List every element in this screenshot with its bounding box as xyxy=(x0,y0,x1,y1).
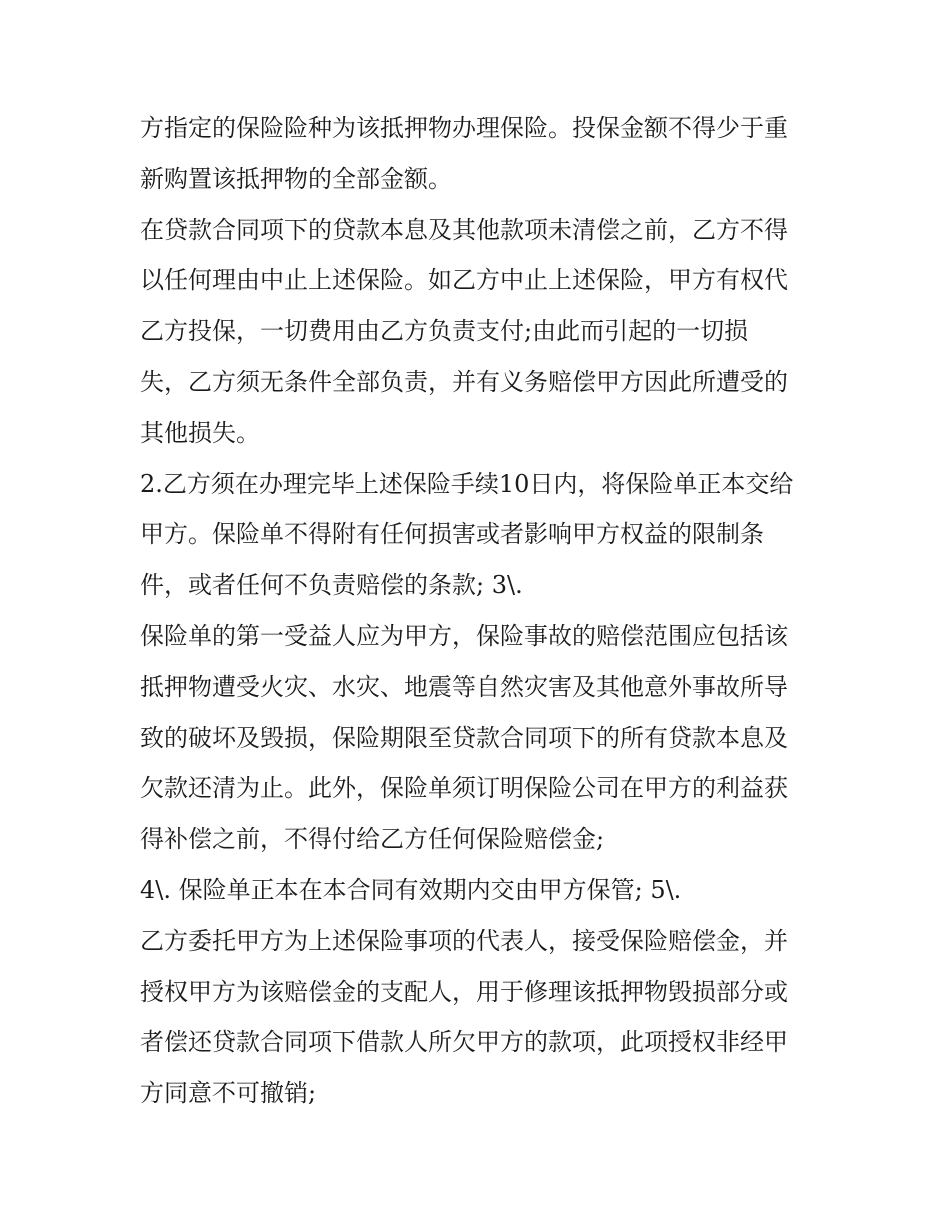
document-body xyxy=(140,103,820,1119)
text-line: 其他损失。 xyxy=(140,418,260,447)
text-line: 4\. 保险单正本在本合同有效期内交由甲方保管; 5\. xyxy=(140,875,682,904)
text-line: 2.乙方须在办理完毕上述保险手续10日内，将保险单正本交给 xyxy=(140,469,794,498)
text-line: 抵押物遭受火灾、水灾、地震等自然灾害及其他意外事故所导 xyxy=(140,672,788,701)
text-line: 乙方投保，一切费用由乙方负责支付;由此而引起的一切损 xyxy=(140,317,749,346)
text-line: 在贷款合同项下的贷款本息及其他款项未清偿之前，乙方不得 xyxy=(140,215,788,244)
text-line: 者偿还贷款合同项下借款人所欠甲方的款项，此项授权非经甲 xyxy=(140,1028,788,1057)
text-line: 以任何理由中止上述保险。如乙方中止上述保险，甲方有权代 xyxy=(140,266,788,295)
text-line: 件，或者任何不负责赔偿的条款; 3\. xyxy=(140,571,523,600)
text-line: 保险单的第一受益人应为甲方，保险事故的赔偿范围应包括该 xyxy=(140,621,788,650)
text-line: 方同意不可撤销; xyxy=(140,1079,317,1108)
text-line: 欠款还清为止。此外，保险单须订明保险公司在甲方的利益获 xyxy=(140,774,788,803)
text-line: 方指定的保险险种为该抵押物办理保险。投保金额不得少于重 xyxy=(140,114,788,142)
text-line: 授权甲方为该赔偿金的支配人，用于修理该抵押物毁损部分或 xyxy=(140,977,788,1006)
text-line: 甲方。保险单不得附有任何损害或者影响甲方权益的限制条 xyxy=(140,520,764,549)
text-line: 失，乙方须无条件全部负责，并有义务赔偿甲方因此所遭受的 xyxy=(140,367,788,396)
text-line: 新购置该抵押物的全部金额。 xyxy=(140,164,452,193)
text-line: 乙方委托甲方为上述保险事项的代表人，接受保险赔偿金，并 xyxy=(140,926,788,955)
text-line: 致的破坏及毁损，保险期限至贷款合同项下的所有贷款本息及 xyxy=(140,723,788,752)
text-line: 得补偿之前，不得付给乙方任何保险赔偿金; xyxy=(140,825,605,854)
